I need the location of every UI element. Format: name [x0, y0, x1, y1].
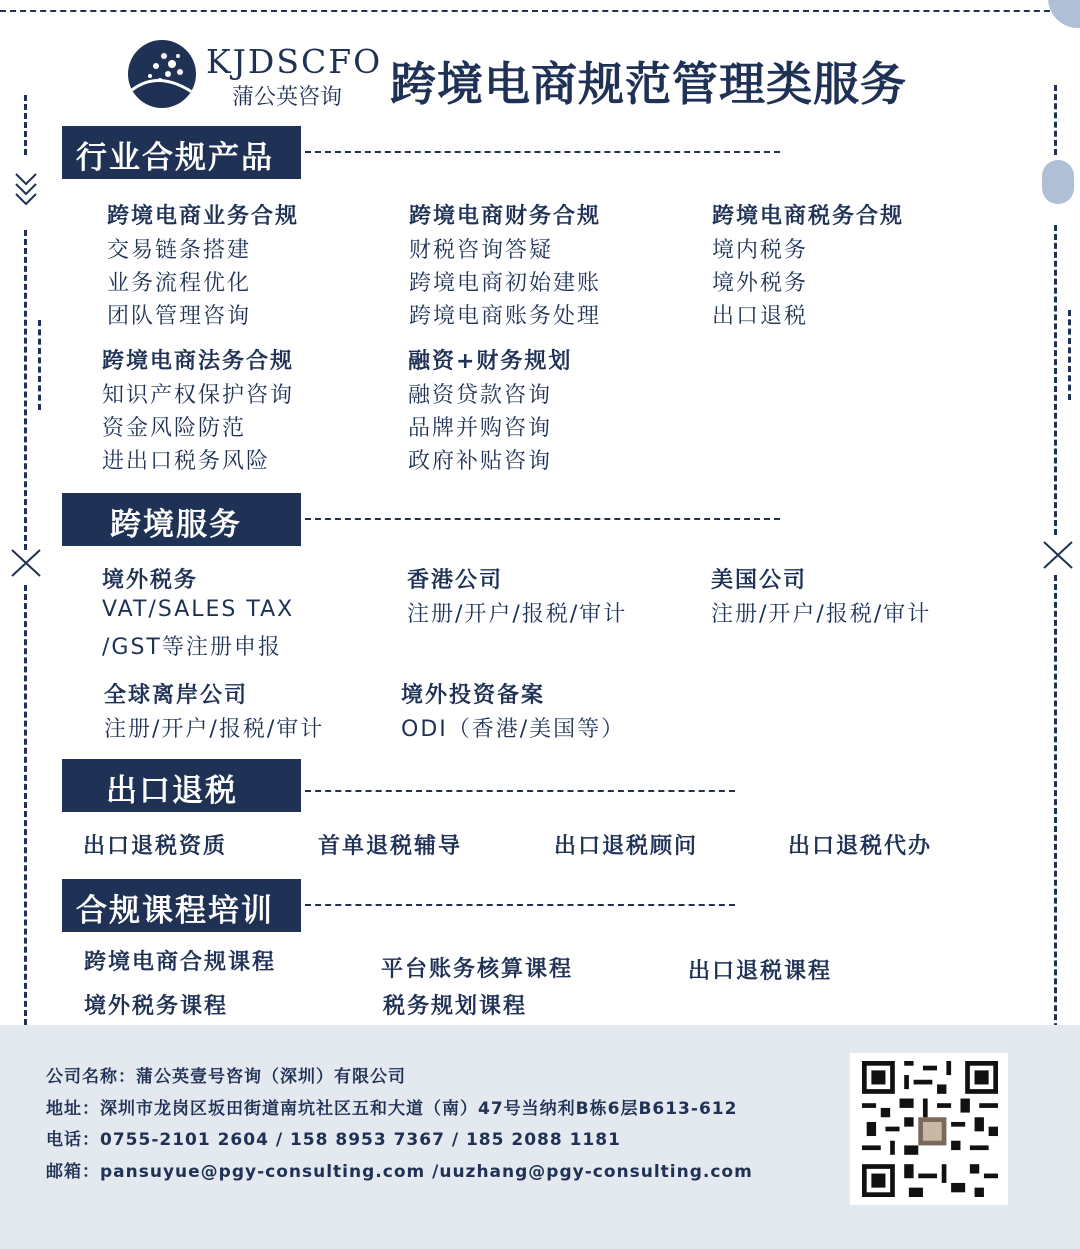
- list-item: 出口退税资质: [83, 834, 228, 859]
- list-item: 团队管理咨询: [107, 304, 252, 329]
- list-item: 品牌并购咨询: [408, 416, 553, 441]
- group-heading: 跨境电商财务合规: [409, 204, 602, 229]
- cross-mark-icon: [1042, 540, 1074, 570]
- section-cross-border-header: 跨境服务: [62, 493, 301, 546]
- list-item: 财税咨询答疑: [409, 238, 554, 263]
- list-item: 首单退税辅导: [318, 834, 463, 859]
- top-dashed-border: [0, 10, 1080, 12]
- list-item: 注册/开户/报税/审计: [407, 602, 628, 627]
- group-heading: 跨境电商税务合规: [712, 204, 905, 229]
- list-item: 跨境电商初始建账: [409, 271, 602, 296]
- brand-name-en: KJDSCFO: [206, 42, 383, 81]
- list-item: 资金风险防范: [102, 416, 247, 441]
- group-heading: 境外税务: [102, 568, 199, 593]
- list-item: 跨境电商合规课程: [84, 950, 277, 975]
- left-border: [24, 585, 27, 1025]
- right-border: [1068, 310, 1071, 400]
- list-item: 出口退税代办: [788, 834, 933, 859]
- list-item: 知识产权保护咨询: [102, 383, 295, 408]
- list-item: 平台账务核算课程: [381, 957, 574, 982]
- list-item: ODI（香港/美国等）: [401, 717, 626, 742]
- list-item: 政府补贴咨询: [408, 449, 553, 474]
- company-phone: 电话：0755-2101 2604 / 158 8953 7367 / 185 2088 1181: [46, 1130, 621, 1150]
- section-divider: [305, 518, 780, 520]
- right-border: [1054, 575, 1057, 1065]
- list-item: 注册/开户/报税/审计: [711, 602, 932, 627]
- brand-name-cn: 蒲公英咨询: [232, 85, 343, 110]
- left-border: [24, 95, 27, 155]
- group-heading: 香港公司: [407, 568, 504, 593]
- group-heading: 融资+财务规划: [408, 349, 573, 374]
- group-heading: 美国公司: [711, 568, 808, 593]
- company-address: 地址：深圳市龙岗区坂田街道南坑社区五和大道（南）47号当纳利B栋6层B613-612: [46, 1099, 738, 1119]
- corner-decoration: [1048, 0, 1080, 28]
- company-email: 邮箱：pansuyue@pgy-consulting.com /uuzhang@pgy-consulting.com: [46, 1162, 753, 1182]
- group-heading: 全球离岸公司: [104, 683, 249, 708]
- right-border: [1054, 225, 1057, 535]
- section-compliance-header: 行业合规产品: [62, 126, 301, 179]
- list-item: /GST等注册申报: [102, 635, 282, 660]
- group-heading: 跨境电商法务合规: [102, 349, 295, 374]
- list-item: 跨境电商账务处理: [409, 304, 602, 329]
- dandelion-logo-icon: [128, 40, 196, 108]
- group-heading: 跨境电商业务合规: [107, 204, 300, 229]
- list-item: 注册/开户/报税/审计: [104, 717, 325, 742]
- section-divider: [305, 790, 735, 792]
- list-item: 出口退税: [712, 304, 809, 329]
- list-item: 境外税务: [712, 271, 809, 296]
- list-item: 出口退税课程: [688, 959, 833, 984]
- list-item: 税务规划课程: [383, 994, 528, 1019]
- section-divider: [305, 151, 780, 153]
- qr-code-icon[interactable]: [860, 1061, 1000, 1197]
- section-training-header: 合规课程培训: [62, 879, 301, 932]
- left-border: [38, 320, 41, 410]
- list-item: 境外税务课程: [84, 994, 229, 1019]
- list-item: 进出口税务风险: [102, 449, 271, 474]
- company-name: 公司名称：蒲公英壹号咨询（深圳）有限公司: [46, 1067, 406, 1087]
- section-divider: [305, 904, 735, 906]
- left-border: [24, 230, 27, 550]
- list-item: 交易链条搭建: [107, 238, 252, 263]
- list-item: 业务流程优化: [107, 271, 252, 296]
- side-decoration-right: [1042, 160, 1074, 204]
- section-export-rebate-header: 出口退税: [62, 759, 301, 812]
- list-item: 融资贷款咨询: [408, 383, 553, 408]
- page-title: 跨境电商规范管理类服务: [390, 57, 907, 111]
- list-item: 境内税务: [712, 238, 809, 263]
- chevron-down-icon: [12, 170, 40, 214]
- list-item: VAT/SALES TAX: [102, 597, 295, 622]
- group-heading: 境外投资备案: [401, 683, 546, 708]
- list-item: 出口退税顾问: [554, 834, 699, 859]
- cross-mark-icon: [10, 548, 42, 578]
- right-border: [1054, 85, 1057, 155]
